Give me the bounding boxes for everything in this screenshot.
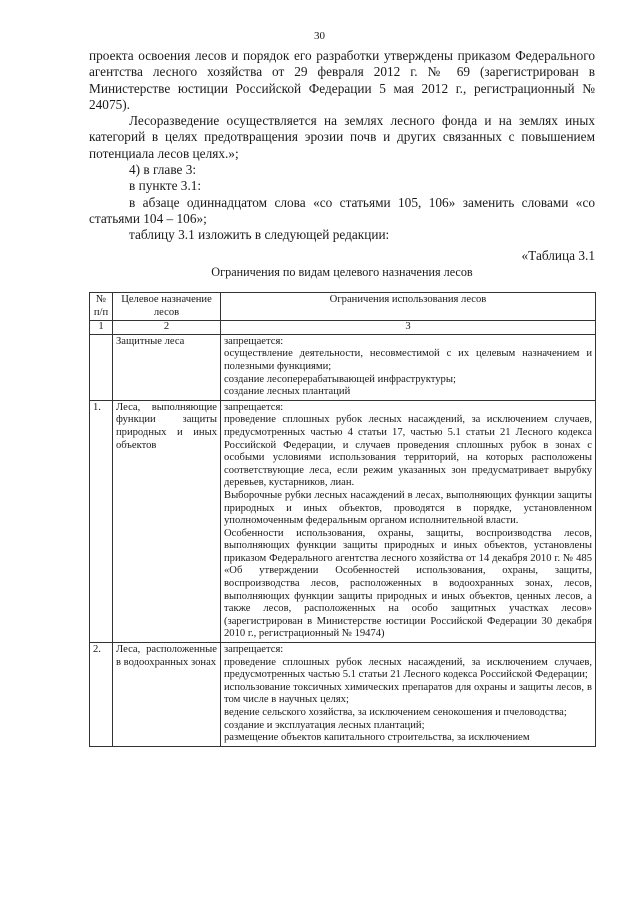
- purpose-cell: Леса, выполняющие функции защиты природных и иных объектов: [113, 400, 221, 642]
- header-purpose: Целевое назначение лесов: [113, 293, 221, 321]
- restriction-line: создание лесных плантаций: [224, 386, 351, 398]
- header-number: № п/п: [90, 293, 113, 321]
- paragraph: 4) в главе 3:: [129, 162, 197, 178]
- restrictions-table: [89, 292, 596, 747]
- paragraph: Лесоразведение осуществляется на землях лесного фонда и на землях иных категорий в целях предотвращения эрозии почв и других связанных с повышением потенциала лесов целях.»;: [89, 113, 595, 161]
- restrictions-cell: [221, 400, 596, 642]
- restriction-line: проведение сплошных рубок лесных насаждений, за исключением случаев, предусмотренных частью 5.1 статьи 21 Лесного кодекса Российской Федерации;: [224, 656, 592, 681]
- restrictions-cell: [221, 643, 596, 747]
- body-text: [89, 48, 595, 244]
- page-number: 30: [314, 30, 325, 42]
- column-number: 1: [90, 321, 113, 335]
- header-restrictions: Ограничения использования лесов: [221, 293, 596, 321]
- row-number: [90, 334, 113, 400]
- paragraph: проекта освоения лесов и порядок его разработки утверждены приказом Федерального агентства лесного хозяйства от 29 февраля 2012 г. № 69 (зарегистрирован в Министерстве юстиции Российской Федерации 5 мая 2012 г., регистрационный № 24075).: [89, 48, 595, 112]
- row-number: 2.: [90, 643, 113, 747]
- table-row: [90, 400, 596, 642]
- table-reference: «Таблица 3.1: [521, 248, 595, 263]
- table-row: [90, 643, 596, 747]
- column-number-row: [90, 321, 596, 335]
- restriction-line: использование токсичных химических препаратов для охраны и защиты лесов, в том числе в научных целях;: [224, 681, 592, 706]
- row-number: 1.: [90, 400, 113, 642]
- restriction-line: Выборочные рубки лесных насаждений в лесах, выполняющих функции защиты природных и иных объектов, проводятся в порядке, установленном уполномоченным федеральным органом исполнительной власти.: [224, 489, 592, 527]
- restriction-line: запрещается:: [224, 335, 284, 347]
- column-number: 2: [113, 321, 221, 335]
- restriction-line: создание лесоперерабатывающей инфраструктуры;: [224, 373, 456, 385]
- restriction-line: ведение сельского хозяйства, за исключением сенокошения и пчеловодства;: [224, 707, 567, 718]
- restriction-line: осуществление деятельности, несовместимой с их целевым назначением и полезными функциями;: [224, 348, 592, 372]
- purpose-cell: Защитные леса: [113, 334, 221, 400]
- paragraph: таблицу 3.1 изложить в следующей редакции:: [129, 227, 390, 243]
- table-row: [90, 334, 596, 400]
- purpose-cell: Леса, расположенные в водоохранных зонах: [113, 643, 221, 747]
- paragraph: в пункте 3.1:: [129, 178, 202, 194]
- restriction-line: проведение сплошных рубок лесных насаждений, за исключением случаев, предусмотренных частью 4 статьи 17, частью 5.1 статьи 21 Лесного кодекса Российской Федерации, и случаев проведения сплошных рубок в зонах с особыми условиями использования территорий, на которых расположены соответствующие леса, если режим указанных зон предусматривает вырубку деревьев, кустарников, лиан.: [224, 414, 592, 489]
- restriction-line: запрещается:: [224, 401, 284, 413]
- table-title: Ограничения по видам целевого назначения лесов: [211, 265, 473, 279]
- restriction-line: создание и эксплуатация лесных плантаций;: [224, 719, 425, 731]
- paragraph: в абзаце одиннадцатом слова «со статьями 105, 106» заменить словами «со статьями 104 – 106»;: [89, 194, 595, 226]
- column-number: 3: [221, 321, 596, 335]
- restriction-line: запрещается:: [224, 644, 284, 656]
- restriction-line: размещение объектов капитального строительства, за исключением: [224, 732, 530, 744]
- table-header-row: [90, 293, 596, 321]
- restrictions-cell: [221, 334, 596, 400]
- restriction-line: Особенности использования, охраны, защиты, воспроизводства лесов, выполняющих функции защиты природных и иных объектов, установлены приказом Федерального агентства лесного хозяйства от 14 декабря 2010 г. № 485 «Об утверждении Особенностей использования, охраны, защиты, воспроизводства лесов, расположенных в водоохранных зонах, лесов, выполняющих функции защиты природных и иных объектов, ценных лесов, а также лесов, расположенных на особо защитных участках лесов» (зарегистрирован в Министерстве юстиции Российской Федерации 30 декабря 2010 г., регистрационный № 19474): [224, 527, 592, 640]
